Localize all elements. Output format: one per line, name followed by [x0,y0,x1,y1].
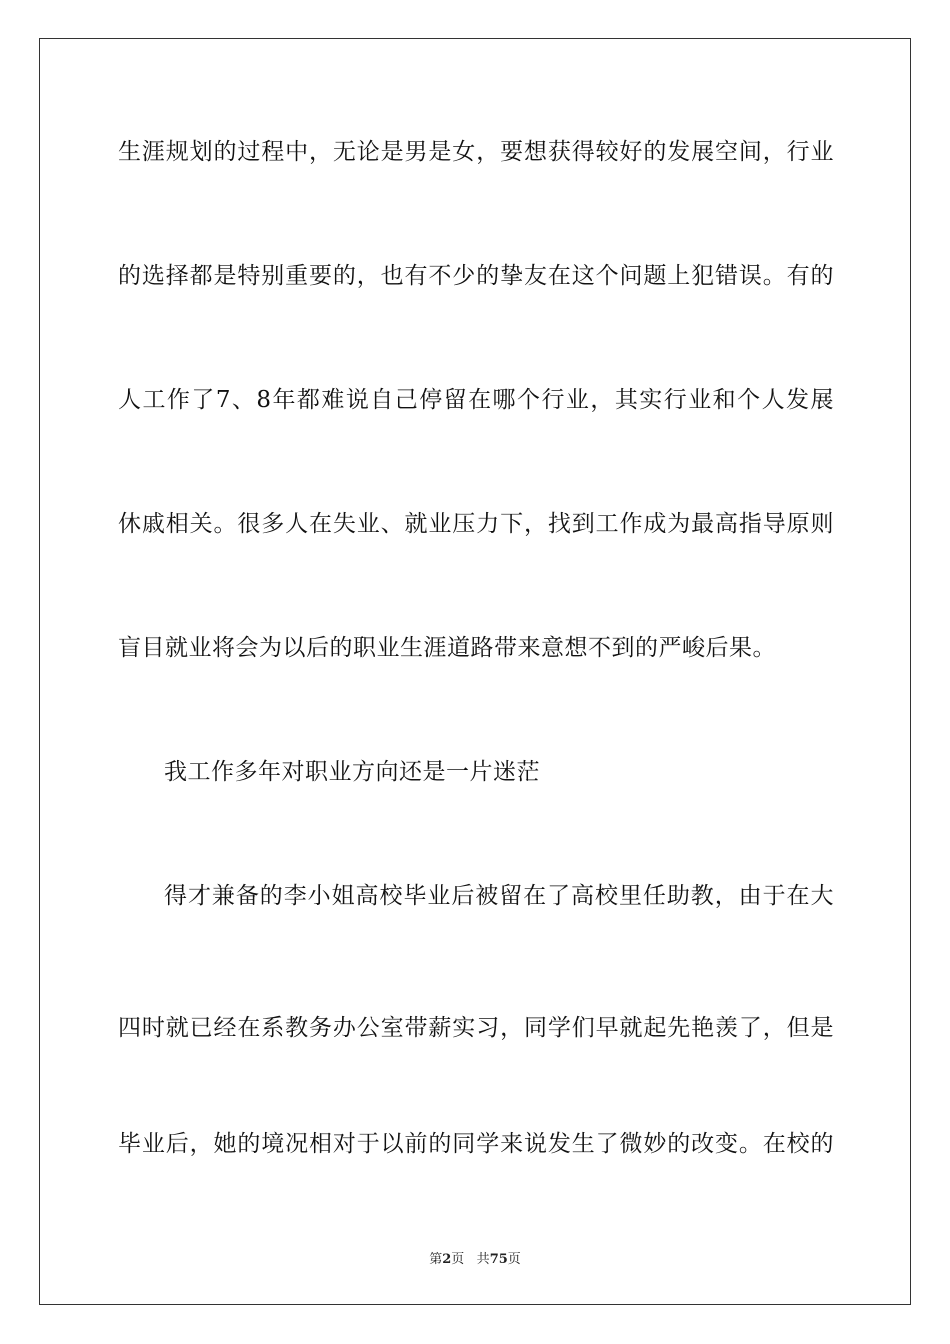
body-text-line: 得才兼备的李小姐高校毕业后被留在了高校里任助教，由于在大 [164,883,834,909]
body-text-line: 的选择都是特别重要的，也有不少的挚友在这个问题上犯错误。有的 [118,263,834,289]
page-footer [0,1248,950,1267]
total-pages: 75 [489,1252,508,1267]
body-text-line: 人工作了7、8年都难说自己停留在哪个行业，其实行业和个人发展 [118,387,834,413]
body-text-line: 休戚相关。很多人在失业、就业压力下，找到工作成为最高指导原则 [118,511,834,537]
section-heading: 我工作多年对职业方向还是一片迷茫 [164,759,540,785]
body-text-line: 毕业后，她的境况相对于以前的同学来说发生了微妙的改变。在校的 [118,1131,834,1157]
body-text-line: 盲目就业将会为以后的职业生涯道路带来意想不到的严峻后果。 [118,635,776,661]
page-suffix: 页 [451,1252,465,1267]
page-prefix: 第 [429,1252,443,1267]
body-text-line: 生涯规划的过程中，无论是男是女，要想获得较好的发展空间，行业 [118,139,834,165]
body-text-line: 四时就已经在系教务办公室带薪实习，同学们早就起先艳羡了，但是 [118,1015,834,1041]
total-suffix: 页 [507,1252,521,1267]
total-prefix: 共 [476,1252,490,1267]
page-border [39,38,911,1305]
page-number: 2 [442,1252,452,1267]
